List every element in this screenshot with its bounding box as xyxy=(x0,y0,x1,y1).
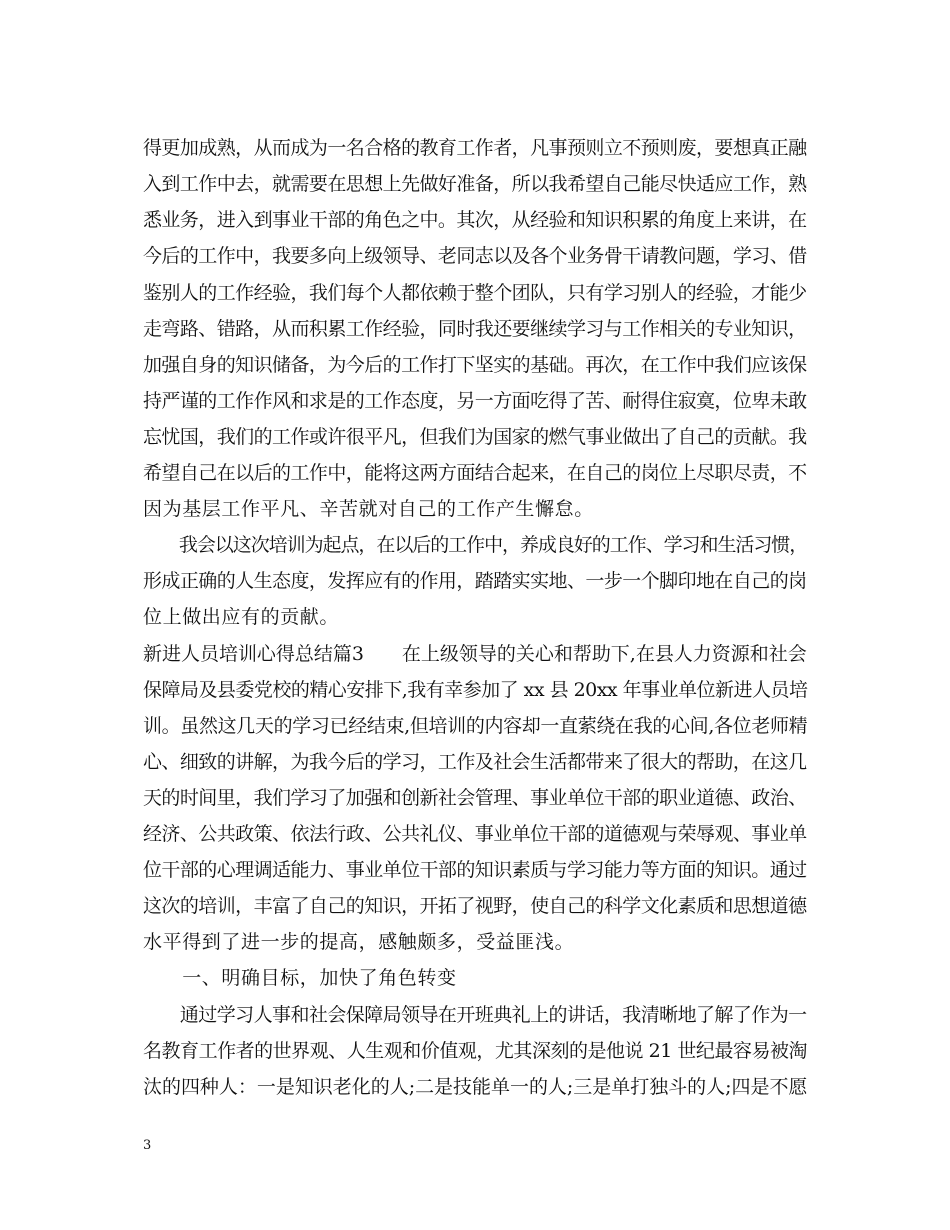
text-line: 忘忧国，我们的工作或许很平凡，但我们为国家的燃气事业做出了自己的贡献。我 xyxy=(143,426,807,448)
text-line: 走弯路、错路，从而积累工作经验，同时我还要继续学习与工作相关的专业知识， xyxy=(143,318,807,340)
text-line: 保障局及县委党校的精心安排下,我有幸参加了 xx 县 20xx 年事业单位新进人员培 xyxy=(143,679,808,701)
text-line: 水平得到了进一步的提高，感触颇多，受益匪浅。 xyxy=(143,931,575,953)
text-line: 心、细致的讲解，为我今后的学习，工作及社会生活都带来了很大的帮助，在这几 xyxy=(143,751,807,773)
text-line: 悉业务，进入到事业干部的角色之中。其次，从经验和知识积累的角度上来讲，在 xyxy=(143,209,807,231)
subheading-line: 一、明确目标，加快了角色转变 xyxy=(143,967,457,989)
text-line: 加强自身的知识储备，为今后的工作打下坚实的基础。再次，在工作中我们应该保 xyxy=(143,354,807,376)
text-line: 入到工作中去，就需要在思想上先做好准备，所以我希望自己能尽快适应工作，熟 xyxy=(143,173,807,195)
text-line: 位上做出应有的贡献。 xyxy=(143,606,340,628)
text-line: 这次的培训，丰富了自己的知识，开拓了视野，使自己的科学文化素质和思想道德 xyxy=(143,895,807,917)
page-number: 3 xyxy=(143,1138,152,1153)
text-line: 形成正确的人生态度，发挥应有的作用，踏踏实实地、一步一个脚印地在自己的岗 xyxy=(143,570,807,592)
text-line: 我会以这次培训为起点，在以后的工作中，养成良好的工作、学习和生活习惯， xyxy=(143,534,808,556)
text-line: 名教育工作者的世界观、人生观和价值观，尤其深刻的是他说 21 世纪最容易被淘 xyxy=(143,1040,808,1062)
text-line: 鉴别人的工作经验，我们每个人都依赖于整个团队，只有学习别人的经验，才能少 xyxy=(143,282,807,304)
text-line: 今后的工作中，我要多向上级领导、老同志以及各个业务骨干请教问题，学习、借 xyxy=(143,245,807,267)
text-line: 天的时间里，我们学习了加强和创新社会管理、事业单位干部的职业道德、政治、 xyxy=(143,787,807,809)
text-line: 持严谨的工作作风和求是的工作态度，另一方面吃得了苦、耐得住寂寞，位卑未敢 xyxy=(143,390,807,412)
text-line: 汰的四种人：一是知识老化的人;二是技能单一的人;三是单打独斗的人;四是不愿 xyxy=(143,1076,808,1098)
text-line: 位干部的心理调适能力、事业单位干部的知识素质与学习能力等方面的知识。通过 xyxy=(143,859,807,881)
text-line: 得更加成熟，从而成为一名合格的教育工作者，凡事预则立不预则废，要想真正融 xyxy=(143,137,807,159)
text-line: 希望自己在以后的工作中，能将这两方面结合起来，在自己的岗位上尽职尽责，不 xyxy=(143,462,807,484)
text-line: 通过学习人事和社会保障局领导在开班典礼上的讲话，我清晰地了解了作为一 xyxy=(143,1004,807,1026)
section-heading-line: 新进人员培训心得总结篇3 在上级领导的关心和帮助下,在县人力资源和社会 xyxy=(143,643,807,665)
text-line: 训。虽然这几天的学习已经结束,但培训的内容却一直萦绕在我的心间,各位老师精 xyxy=(143,715,808,737)
text-line: 经济、公共政策、依法行政、公共礼仪、事业单位干部的道德观与荣辱观、事业单 xyxy=(143,823,807,845)
text-line: 因为基层工作平凡、辛苦就对自己的工作产生懈怠。 xyxy=(143,498,594,520)
